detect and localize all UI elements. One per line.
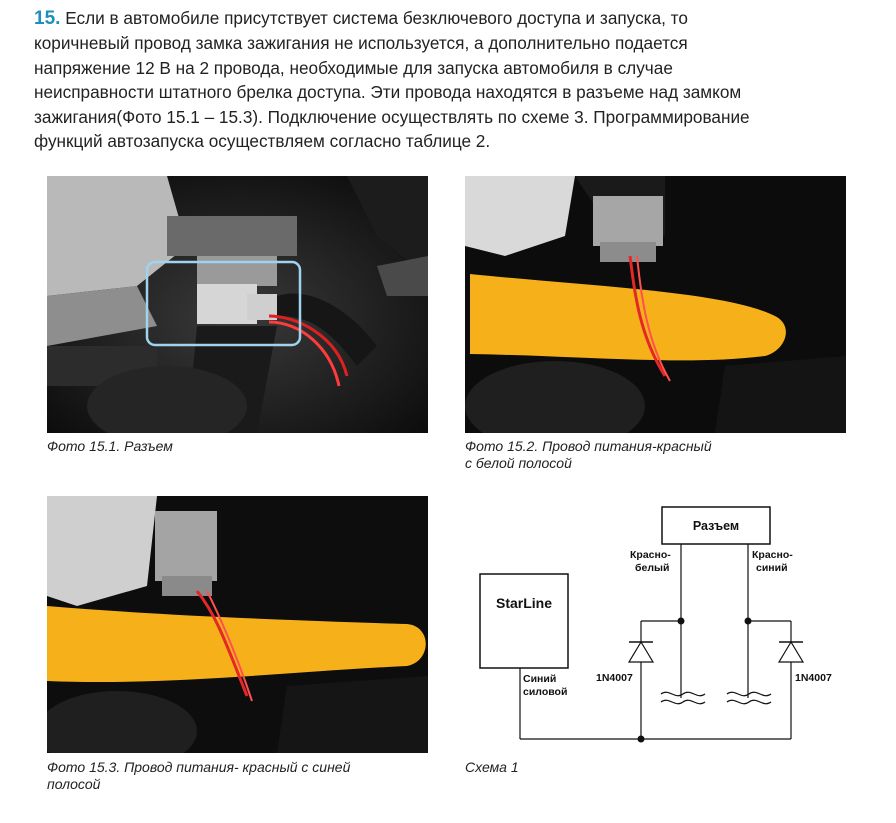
paragraph-line-6: функций автозапуска осуществляем согласно таблице 2. (34, 131, 491, 152)
wire-break-right (727, 692, 771, 703)
paragraph-line-3: напряжение 12 В на 2 провода, необходимые для запуска автомобиля в случае (34, 57, 673, 78)
power-wire-label-1: Синий (523, 673, 557, 685)
wire-break-left (661, 692, 705, 703)
section-number: 15. (34, 8, 61, 29)
photo-caption-3: Фото 15.3. Провод питания- красный с синей полосой (47, 759, 351, 792)
starline-box (480, 574, 568, 668)
schema-caption: Схема 1 (465, 759, 519, 775)
diode-left-icon (629, 642, 653, 662)
photo-red-blue-wire (47, 496, 428, 753)
paragraph-line-2: коричневый провод замка зажигания не используется, а дополнительно подается (34, 33, 688, 54)
paragraph-line-4: неисправности штатного брелка доступа. Эти провода находятся в разъеме над замком (34, 82, 742, 103)
wire-right-label-1: Красно- (752, 549, 793, 561)
wire-left-label-1: Красно- (630, 549, 671, 561)
photo-connector (47, 176, 428, 433)
connector-label: Разъем (692, 519, 740, 533)
starline-label: StarLine (495, 595, 553, 611)
photo-caption-1: Фото 15.1. Разъем (47, 438, 173, 454)
wire-right-label-2: синий (756, 562, 788, 574)
diode-left-label: 1N4007 (596, 672, 633, 684)
photo-caption-2: Фото 15.2. Провод питания-красный с белой полосой (465, 438, 712, 471)
photo-red-white-wire (465, 176, 846, 433)
wire-left-label-2: белый (635, 562, 670, 574)
paragraph-line-5: зажигания(Фото 15.1 – 15.3). Подключение осуществлять по схеме 3. Программирование (34, 106, 750, 127)
diode-right-icon (779, 642, 803, 662)
wiring-schema (465, 496, 846, 753)
section-paragraph (34, 6, 864, 153)
diode-right-label: 1N4007 (795, 672, 832, 684)
paragraph-line-1: 15. Если в автомобиле присутствует система безключевого доступа и запуска, то (34, 8, 688, 29)
power-wire-label-2: силовой (523, 686, 568, 698)
